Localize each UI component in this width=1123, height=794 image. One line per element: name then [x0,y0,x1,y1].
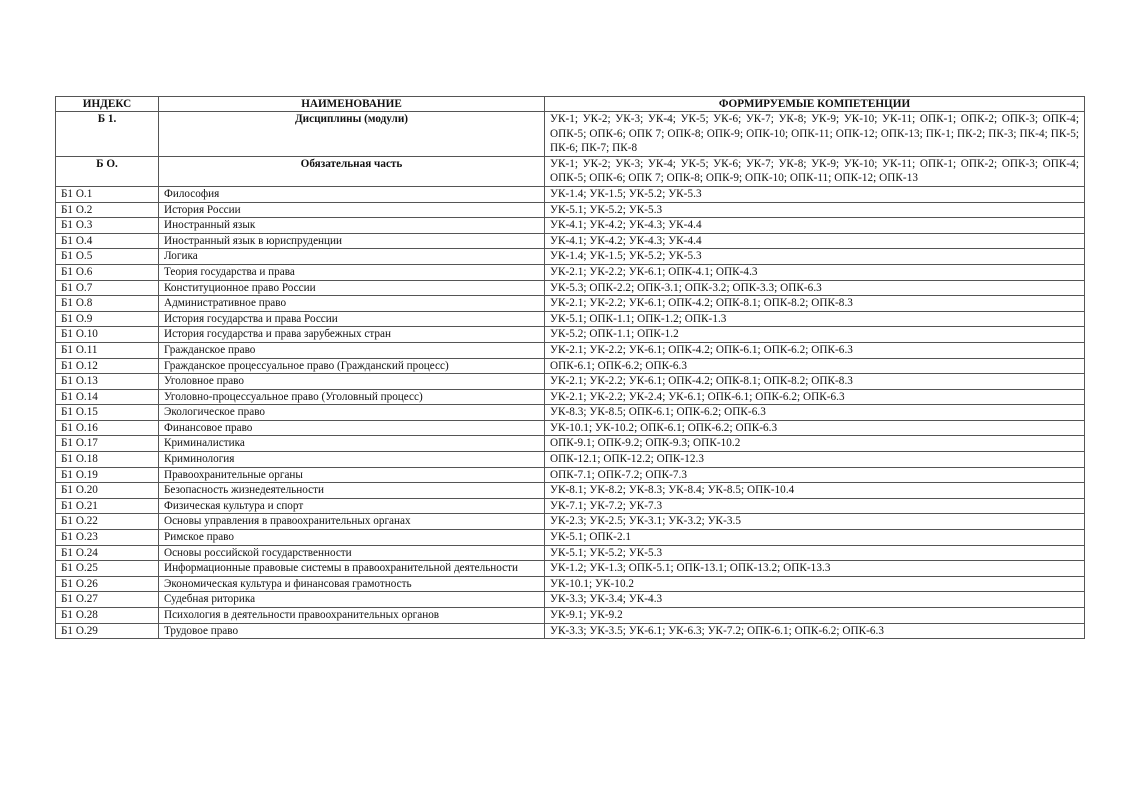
table-row [56,186,1085,202]
row-competencies: УК-10.1; УК-10.2; ОПК-6.1; ОПК-6.2; ОПК-6.3 [545,420,1085,436]
row-index: Б1 О.7 [56,280,159,296]
row-index: Б1 О.6 [56,264,159,280]
row-index: Б1 О.28 [56,608,159,624]
row-index: Б1 О.11 [56,342,159,358]
section-name: Дисциплины (модули) [159,112,545,157]
row-discipline-name: Римское право [159,530,545,546]
row-index: Б1 О.20 [56,483,159,499]
row-competencies: УК-5.3; ОПК-2.2; ОПК-3.1; ОПК-3.2; ОПК-3.3; ОПК-6.3 [545,280,1085,296]
row-discipline-name: Информационные правовые системы в правоохранительной деятельности [159,561,545,577]
table-row [56,514,1085,530]
row-competencies: УК-4.1; УК-4.2; УК-4.3; УК-4.4 [545,233,1085,249]
table-row [56,327,1085,343]
table-row [56,561,1085,577]
row-competencies: ОПК-9.1; ОПК-9.2; ОПК-9.3; ОПК-10.2 [545,436,1085,452]
row-competencies: ОПК-12.1; ОПК-12.2; ОПК-12.3 [545,452,1085,468]
row-discipline-name: Уголовно-процессуальное право (Уголовный процесс) [159,389,545,405]
row-index: Б1 О.16 [56,420,159,436]
row-discipline-name: Конституционное право России [159,280,545,296]
table-row [56,358,1085,374]
table-row [56,296,1085,312]
row-discipline-name: Судебная риторика [159,592,545,608]
table-row [56,311,1085,327]
section-competencies: УК-1; УК-2; УК-3; УК-4; УК-5; УК-6; УК-7; УК-8; УК-9; УК-10; УК-11; ОПК-1; ОПК-2; ОПК-3; ОПК-4; ОПК-5; ОПК-6; ОПК 7; ОПК-8; ОПК-9; ОПК-10; ОПК-11; ОПК-12; ОПК-13 [545,156,1085,186]
table-row [56,623,1085,639]
row-discipline-name: История государства и права России [159,311,545,327]
row-discipline-name: Административное право [159,296,545,312]
row-index: Б1 О.21 [56,498,159,514]
section-row-disciplines [56,112,1085,157]
row-discipline-name: Иностранный язык [159,218,545,234]
row-competencies: УК-2.1; УК-2.2; УК-6.1; ОПК-4.2; ОПК-8.1; ОПК-8.2; ОПК-8.3 [545,296,1085,312]
row-index: Б1 О.25 [56,561,159,577]
row-index: Б1 О.24 [56,545,159,561]
header-competencies: ФОРМИРУЕМЫЕ КОМПЕТЕНЦИИ [545,97,1085,112]
row-discipline-name: Криминалистика [159,436,545,452]
row-index: Б1 О.19 [56,467,159,483]
row-discipline-name: Гражданское право [159,342,545,358]
table-row [56,233,1085,249]
section-index: Б О. [56,156,159,186]
section-index: Б 1. [56,112,159,157]
table-row [56,405,1085,421]
table-body [56,112,1085,639]
row-competencies: УК-1.4; УК-1.5; УК-5.2; УК-5.3 [545,186,1085,202]
row-discipline-name: История России [159,202,545,218]
row-index: Б1 О.4 [56,233,159,249]
row-index: Б1 О.10 [56,327,159,343]
row-index: Б1 О.9 [56,311,159,327]
row-competencies: УК-3.3; УК-3.4; УК-4.3 [545,592,1085,608]
row-competencies: ОПК-6.1; ОПК-6.2; ОПК-6.3 [545,358,1085,374]
row-discipline-name: Физическая культура и спорт [159,498,545,514]
row-discipline-name: Психология в деятельности правоохранительных органов [159,608,545,624]
row-competencies: УК-2.1; УК-2.2; УК-2.4; УК-6.1; ОПК-6.1; ОПК-6.2; ОПК-6.3 [545,389,1085,405]
row-discipline-name: Правоохранительные органы [159,467,545,483]
row-discipline-name: Теория государства и права [159,264,545,280]
table-row [56,420,1085,436]
row-competencies: ОПК-7.1; ОПК-7.2; ОПК-7.3 [545,467,1085,483]
table-row [56,389,1085,405]
row-index: Б1 О.3 [56,218,159,234]
row-discipline-name: История государства и права зарубежных стран [159,327,545,343]
row-discipline-name: Экономическая культура и финансовая грамотность [159,576,545,592]
row-competencies: УК-2.1; УК-2.2; УК-6.1; ОПК-4.2; ОПК-6.1; ОПК-6.2; ОПК-6.3 [545,342,1085,358]
row-index: Б1 О.8 [56,296,159,312]
row-competencies: УК-5.2; ОПК-1.1; ОПК-1.2 [545,327,1085,343]
row-competencies: УК-1.2; УК-1.3; ОПК-5.1; ОПК-13.1; ОПК-13.2; ОПК-13.3 [545,561,1085,577]
row-competencies: УК-1.4; УК-1.5; УК-5.2; УК-5.3 [545,249,1085,265]
row-discipline-name: Финансовое право [159,420,545,436]
table-row [56,342,1085,358]
header-index: ИНДЕКС [56,97,159,112]
row-competencies: УК-3.3; УК-3.5; УК-6.1; УК-6.3; УК-7.2; ОПК-6.1; ОПК-6.2; ОПК-6.3 [545,623,1085,639]
row-index: Б1 О.29 [56,623,159,639]
row-index: Б1 О.18 [56,452,159,468]
row-competencies: УК-4.1; УК-4.2; УК-4.3; УК-4.4 [545,218,1085,234]
row-index: Б1 О.22 [56,514,159,530]
row-index: Б1 О.5 [56,249,159,265]
row-competencies: УК-5.1; ОПК-2.1 [545,530,1085,546]
header-name: НАИМЕНОВАНИЕ [159,97,545,112]
table-row [56,264,1085,280]
row-competencies: УК-7.1; УК-7.2; УК-7.3 [545,498,1085,514]
row-discipline-name: Философия [159,186,545,202]
row-index: Б1 О.27 [56,592,159,608]
table-row [56,374,1085,390]
row-discipline-name: Экологическое право [159,405,545,421]
row-discipline-name: Логика [159,249,545,265]
row-competencies: УК-5.1; УК-5.2; УК-5.3 [545,202,1085,218]
competencies-table [55,96,1085,639]
row-index: Б1 О.14 [56,389,159,405]
row-index: Б1 О.23 [56,530,159,546]
row-discipline-name: Криминология [159,452,545,468]
section-row-mandatory [56,156,1085,186]
row-discipline-name: Уголовное право [159,374,545,390]
table-row [56,608,1085,624]
row-discipline-name: Основы российской государственности [159,545,545,561]
table-row [56,202,1085,218]
row-index: Б1 О.13 [56,374,159,390]
row-competencies: УК-10.1; УК-10.2 [545,576,1085,592]
row-discipline-name: Иностранный язык в юриспруденции [159,233,545,249]
row-discipline-name: Основы управления в правоохранительных органах [159,514,545,530]
table-row [56,452,1085,468]
row-competencies: УК-5.1; ОПК-1.1; ОПК-1.2; ОПК-1.3 [545,311,1085,327]
table-row [56,592,1085,608]
row-index: Б1 О.26 [56,576,159,592]
row-competencies: УК-5.1; УК-5.2; УК-5.3 [545,545,1085,561]
table-row [56,280,1085,296]
table-row [56,483,1085,499]
table-row [56,545,1085,561]
row-index: Б1 О.12 [56,358,159,374]
row-discipline-name: Трудовое право [159,623,545,639]
row-index: Б1 О.15 [56,405,159,421]
row-competencies: УК-8.3; УК-8.5; ОПК-6.1; ОПК-6.2; ОПК-6.3 [545,405,1085,421]
table-header-row [56,97,1085,112]
table-row [56,576,1085,592]
row-index: Б1 О.2 [56,202,159,218]
table-row [56,467,1085,483]
row-discipline-name: Гражданское процессуальное право (Гражданский процесс) [159,358,545,374]
row-competencies: УК-2.1; УК-2.2; УК-6.1; ОПК-4.1; ОПК-4.3 [545,264,1085,280]
row-competencies: УК-2.1; УК-2.2; УК-6.1; ОПК-4.2; ОПК-8.1; ОПК-8.2; ОПК-8.3 [545,374,1085,390]
table-row [56,530,1085,546]
table-row [56,249,1085,265]
row-index: Б1 О.1 [56,186,159,202]
table-row [56,218,1085,234]
section-name: Обязательная часть [159,156,545,186]
row-competencies: УК-9.1; УК-9.2 [545,608,1085,624]
row-competencies: УК-2.3; УК-2.5; УК-3.1; УК-3.2; УК-3.5 [545,514,1085,530]
table-row [56,498,1085,514]
row-competencies: УК-8.1; УК-8.2; УК-8.3; УК-8.4; УК-8.5; ОПК-10.4 [545,483,1085,499]
section-competencies: УК-1; УК-2; УК-3; УК-4; УК-5; УК-6; УК-7; УК-8; УК-9; УК-10; УК-11; ОПК-1; ОПК-2; ОПК-3; ОПК-4; ОПК-5; ОПК-6; ОПК 7; ОПК-8; ОПК-9; ОПК-10; ОПК-11; ОПК-12; ОПК-13; ПК-1; ПК-2; ПК-3; ПК-4; ПК-5; ПК-6; ПК-7; ПК-8 [545,112,1085,157]
row-index: Б1 О.17 [56,436,159,452]
row-discipline-name: Безопасность жизнедеятельности [159,483,545,499]
table-row [56,436,1085,452]
